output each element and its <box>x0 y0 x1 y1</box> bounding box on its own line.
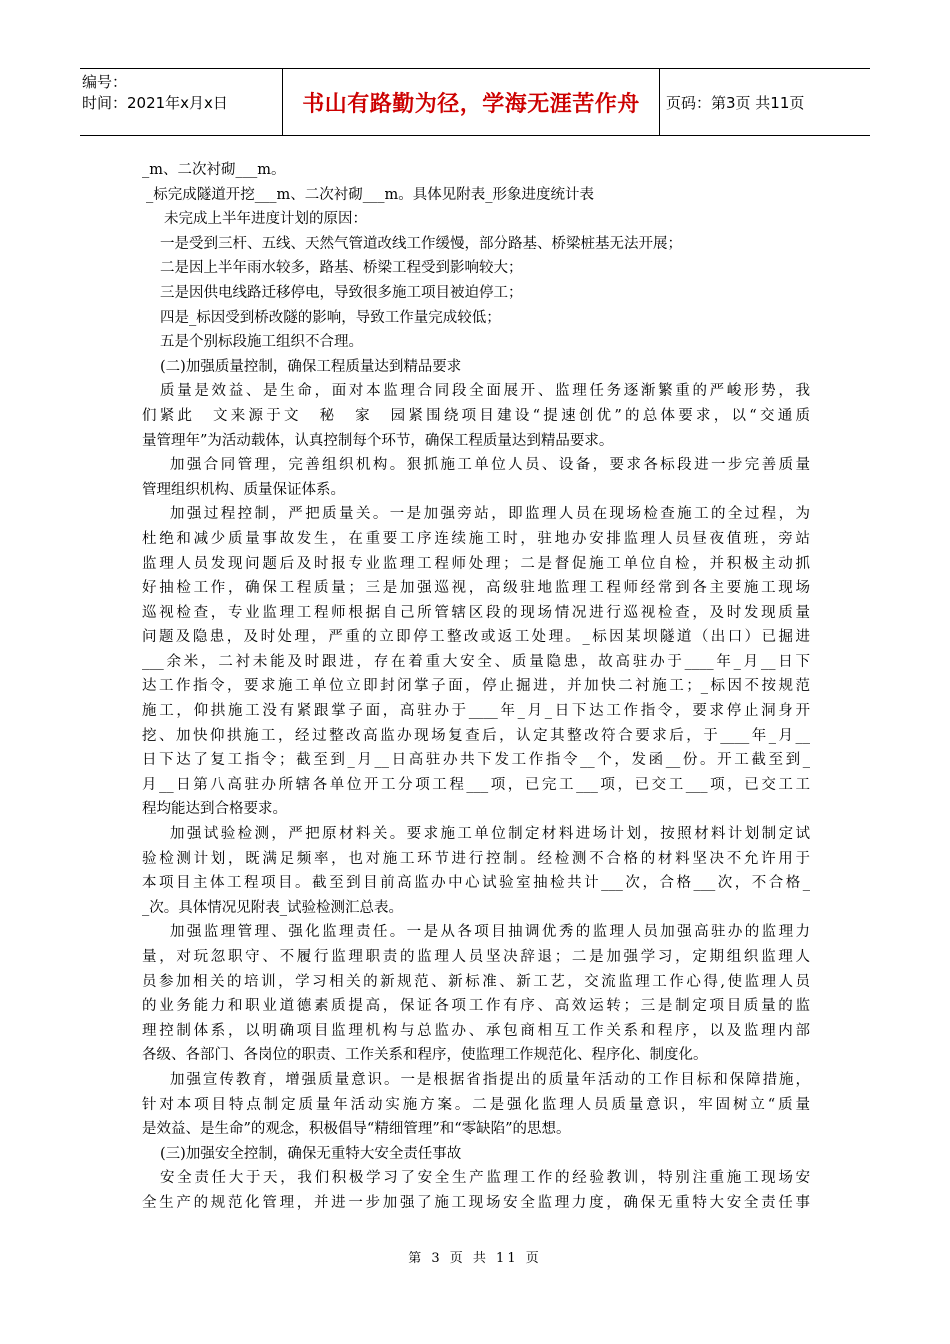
body-line: _标完成隧道开挖___m、二次衬砌___m。具体见附表_形象进度统计表 <box>146 186 594 203</box>
body-line: 针对本项目特点制定质量年活动实施方案。二是强化监理人员质量意识，牢固树立“质量 <box>142 1096 810 1113</box>
body-line: 问题及隐患，及时处理，严重的立即停工整改或返工处理。_标因某坝隧道（出口）已掘进 <box>142 629 810 646</box>
body-line: 安全责任大于天，我们积极学习了安全生产监理工作的经验教训，特别注重施工现场安 <box>160 1170 810 1187</box>
body-line: 加强宣传教育，增强质量意识。一是根据省指提出的质量年活动的工作目标和保障措施， <box>170 1071 810 1088</box>
body-line: 四是_标因受到桥改隧的影响，导致工作量完成较低； <box>160 309 501 326</box>
body-line: 量，对玩忽职守、不履行监理职责的监理人员坚决辞退；二是加强学习，定期组织监理人 <box>142 949 810 965</box>
body-line: 加强试验检测，严把原材料关。要求施工单位制定材料进场计划，按照材料计划制定试 <box>170 826 810 843</box>
header-page-info: 页码：第3页 共11页 <box>666 93 805 112</box>
header-page-info-cell <box>660 69 870 135</box>
body-line: 监理人员发现问题后及时报专业监理工程师处理；二是督促施工单位自检，并积极主动抓 <box>142 555 810 572</box>
document-number-label: 编号： <box>82 73 128 91</box>
body-line: 巡视检查，专业监理工程师根据自己所管辖区段的现场情况进行巡视检查，及时发现质量 <box>142 604 810 621</box>
body-line: 杜绝和减少质量事故发生，在重要工序连续施工时，驻地办安排监理人员昼夜值班，旁站 <box>142 530 810 547</box>
body-line: 一是受到三杆、五线、天然气管道改线工作缓慢，部分路基、桥梁桩基无法开展； <box>160 235 682 252</box>
body-line: (三)加强安全控制，确保无重特大安全责任事故 <box>160 1145 462 1162</box>
body-line: 程均能达到合格要求。 <box>142 801 287 818</box>
body-line: 量管理年”为活动载体，认真控制每个环节，确保工程质量达到精品要求。 <box>142 432 614 449</box>
body-line: 管理组织机构、质量保证体系。 <box>142 481 345 498</box>
body-line: 本项目主体工程项目。截至到目前高监办中心试验室抽检共计___次，合格___次，不合格_ <box>142 875 810 892</box>
body-line: 加强合同管理，完善组织机构。狠抓施工单位人员、设备，要求各标段进一步完善质量 <box>170 457 810 474</box>
body-line: 达工作指令，要求施工单位立即封闭掌子面，停止掘进，并加快二衬施工；_标因不按规范 <box>142 678 810 695</box>
body-line: 五是个别标段施工组织不合理。 <box>160 334 363 351</box>
body-line: 理控制体系，以明确项目监理机构与总监办、承包商相互工作关系和程序，以及监理内部 <box>142 1022 810 1039</box>
body-line: 施工，仰拱施工没有紧跟掌子面，高驻办于____年_月_日下达工作指令，要求停止洞身开 <box>142 703 810 720</box>
header-motto: 书山有路勤为径，学海无涯苦作舟 <box>302 91 640 117</box>
body-line: 加强监理管理、强化监理责任。一是从各项目抽调优秀的监理人员加强高驻办的监理力 <box>170 924 810 941</box>
body-line: 二是因上半年雨水较多，路基、桥梁工程受到影响较大； <box>160 260 523 277</box>
body-line: 员参加相关的培训，学习相关的新规范、新标准、新工艺，交流监理工作心得,使监理人员 <box>142 973 810 990</box>
document-body <box>142 158 810 1216</box>
body-line: 三是因供电线路迁移停电，导致很多施工项目被迫停工； <box>160 284 523 301</box>
body-line: 全生产的规范化管理，并进一步加强了施工现场安全监理力度，确保无重特大安全责任事 <box>142 1194 810 1211</box>
body-line: _次。具体情况见附表_试验检测汇总表。 <box>142 899 403 916</box>
body-line: 各级、各部门、各岗位的职责、工作关系和程序，使监理工作规范化、程序化、制度化。 <box>142 1047 708 1064</box>
document-date: 时间：2021年x月x日 <box>82 94 228 112</box>
body-line: _m、二次衬砌___m。 <box>142 162 286 178</box>
body-line: 未完成上半年进度计划的原因： <box>164 211 367 228</box>
body-line: 加强过程控制，严把质量关。一是加强旁站，即监理人员在现场检查施工的全过程，为 <box>170 506 810 523</box>
body-line: 日下达了复工指令；截至到_月__日高驻办共下发工作指令__个，发函__份。开工截至到_ <box>142 752 810 769</box>
body-line: ___余米，二衬未能及时跟进，存在着重大安全、质量隐患，故高驻办于____年_月__日下 <box>142 653 810 670</box>
body-line: (二)加强质量控制，确保工程质量达到精品要求 <box>160 358 462 375</box>
body-line: 质量是效益、是生命，面对本监理合同段全面展开、监理任务逐渐繁重的严峻形势，我 <box>160 383 810 400</box>
body-line: 挖、加快仰拱施工，经过整改高监办现场复查后，认定其整改符合要求后，于____年_月__ <box>142 727 810 744</box>
body-line: 验检测计划，既满足频率，也对施工环节进行控制。经检测不合格的材料坚决不允许用于 <box>142 850 810 867</box>
body-line: 是效益、是生命”的观念，积极倡导“精细管理”和“零缺陷”的思想。 <box>142 1121 571 1138</box>
body-line: 们紧此 文来源于文 秘 家 园紧围绕项目建设“提速创优”的总体要求，以“交通质 <box>142 407 810 424</box>
page-footer: 第 3 页 共 11 页 <box>408 1251 542 1266</box>
header-motto-cell <box>283 69 660 135</box>
header-meta <box>80 69 283 135</box>
page-header <box>80 68 870 136</box>
body-line: 月__日第八高驻办所辖各单位开工分项工程___项，已完工___项，已交工___项，已交工工 <box>142 776 810 793</box>
body-line: 好抽检工作，确保工程质量；三是加强巡视，高级驻地监理工程师经常到各主要施工现场 <box>142 580 810 597</box>
body-line: 的业务能力和职业道德素质提高，保证各项工作有序、高效运转；三是制定项目质量的监 <box>142 998 810 1015</box>
